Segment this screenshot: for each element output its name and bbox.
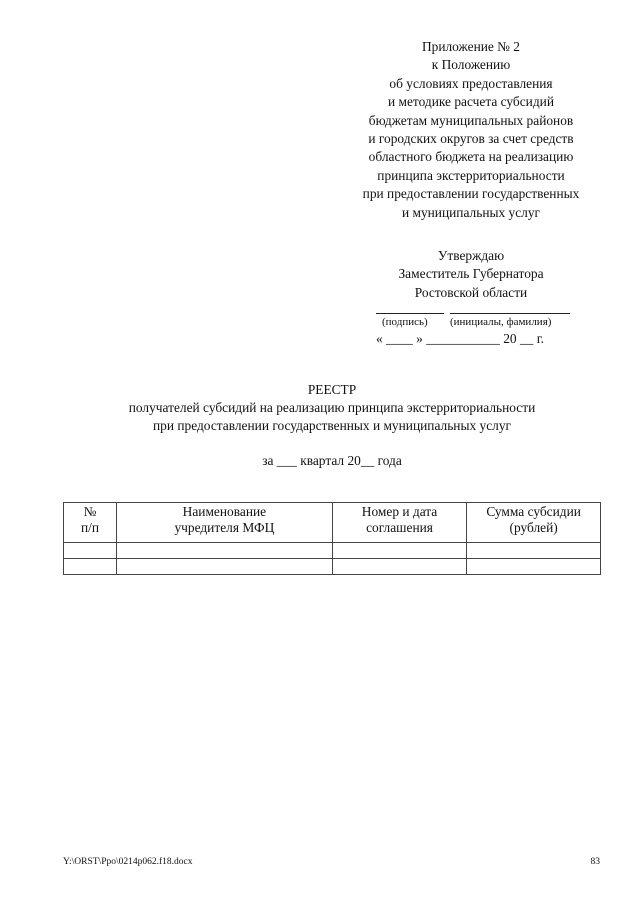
- header-text: Наименование: [182, 504, 267, 519]
- header-text: соглашения: [366, 520, 433, 535]
- table-header-row: [64, 503, 601, 543]
- appendix-header: [340, 38, 602, 222]
- appendix-line: к Положению: [431, 57, 511, 73]
- table-row: [64, 543, 601, 559]
- registry-subtitle-line: при предоставлении государственных и муниципальных услуг: [152, 418, 512, 433]
- registry-period: за ___ квартал 20__ года: [262, 453, 402, 468]
- table-cell: [117, 543, 333, 559]
- appendix-line: бюджетам муниципальных районов: [368, 112, 574, 128]
- appendix-line: областного бюджета на реализацию: [368, 149, 574, 165]
- table-row: [64, 559, 601, 575]
- table-cell: [467, 559, 601, 575]
- footer-file-path: Y:\ORST\Ppo\0214p062.f18.docx: [63, 857, 193, 867]
- appendix-line: и муниципальных услуг: [401, 204, 541, 220]
- table-cell: [64, 559, 117, 575]
- appendix-line: при предоставлении государственных: [362, 186, 580, 202]
- appendix-line: об условиях предоставления: [389, 75, 553, 91]
- header-number: [64, 503, 117, 543]
- appendix-line: принципа экстерриториальности: [377, 167, 565, 183]
- approval-line: Заместитель Губернатора: [398, 266, 544, 282]
- signature-caption: (подпись): [382, 316, 428, 328]
- registry-title: РЕЕСТР: [307, 382, 357, 397]
- table-cell: [332, 559, 466, 575]
- header-text: учредителя МФЦ: [174, 520, 275, 535]
- table-cell: [332, 543, 466, 559]
- approval-block: [360, 247, 582, 302]
- registry-subtitle: [0, 399, 640, 435]
- registry-table: [63, 502, 601, 575]
- approval-line: Утверждаю: [437, 248, 505, 263]
- name-caption: (инициалы, фамилия): [450, 316, 552, 328]
- header-text: Номер и дата: [361, 504, 438, 519]
- header-text: (рублей): [509, 520, 558, 535]
- header-text: п/п: [80, 520, 100, 535]
- signature-lines: [376, 301, 570, 315]
- table-cell: [117, 559, 333, 575]
- registry-subtitle-line: получателей субсидий на реализацию принципа экстерриториальности: [128, 400, 536, 415]
- table-cell: [467, 543, 601, 559]
- header-agreement: [332, 503, 466, 543]
- header-text: Сумма субсидии: [486, 504, 581, 519]
- appendix-line: и методике расчета субсидий: [387, 94, 554, 110]
- header-founder-name: [117, 503, 333, 543]
- appendix-line: Приложение № 2: [421, 39, 521, 54]
- header-text: №: [83, 504, 97, 519]
- appendix-line: и городских округов за счет средств: [368, 131, 574, 147]
- name-blank-line: [450, 313, 570, 314]
- approval-line: Ростовской области: [414, 284, 528, 300]
- footer-page-number: 83: [590, 857, 600, 867]
- approval-date-line: « ____ » ___________ 20 __ г.: [376, 331, 545, 346]
- header-subsidy-amount: [467, 503, 601, 543]
- signature-blank-line: [376, 313, 444, 314]
- table-cell: [64, 543, 117, 559]
